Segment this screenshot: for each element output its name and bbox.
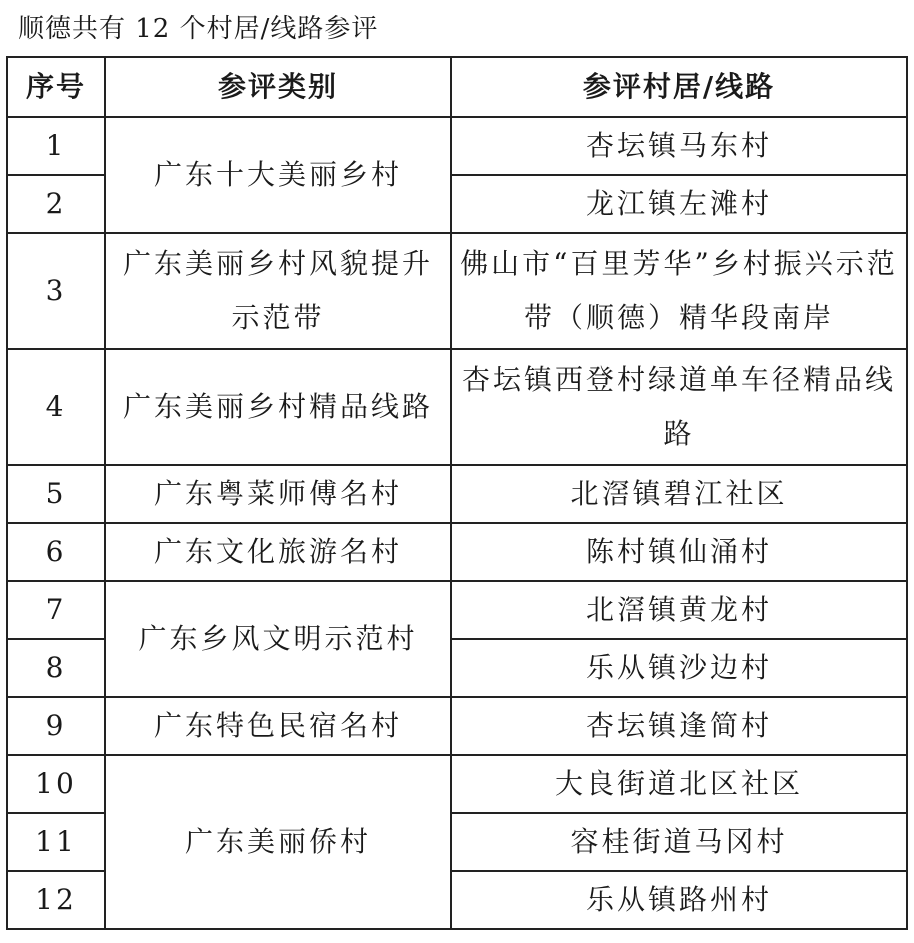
table-header-row	[7, 57, 907, 117]
row-number: 3	[7, 233, 105, 349]
table-row	[7, 233, 907, 349]
row-category: 广东文化旅游名村	[105, 523, 451, 581]
table-row	[7, 755, 907, 813]
table-row	[7, 697, 907, 755]
row-village-name: 容桂街道马冈村	[451, 813, 907, 871]
row-category: 广东乡风文明示范村	[105, 581, 451, 697]
row-category: 广东美丽乡村精品线路	[105, 349, 451, 465]
table-row	[7, 117, 907, 175]
row-number: 4	[7, 349, 105, 465]
row-number: 11	[7, 813, 105, 871]
row-village-name: 杏坛镇马东村	[451, 117, 907, 175]
row-number: 9	[7, 697, 105, 755]
row-village-name: 乐从镇沙边村	[451, 639, 907, 697]
row-number: 6	[7, 523, 105, 581]
row-category: 广东美丽侨村	[105, 755, 451, 929]
table-caption: 顺德共有 12 个村居/线路参评	[18, 14, 379, 44]
table-row	[7, 349, 907, 465]
header-serial-number: 序号	[7, 57, 105, 117]
row-village-name: 龙江镇左滩村	[451, 175, 907, 233]
row-category: 广东粤菜师傅名村	[105, 465, 451, 523]
row-village-name: 杏坛镇西登村绿道单车径精品线路	[451, 349, 907, 465]
row-category: 广东十大美丽乡村	[105, 117, 451, 233]
row-village-name: 杏坛镇逢简村	[451, 697, 907, 755]
row-village-name: 佛山市“百里芳华”乡村振兴示范带（顺德）精华段南岸	[451, 233, 907, 349]
row-number: 7	[7, 581, 105, 639]
header-village-route: 参评村居/线路	[451, 57, 907, 117]
row-number: 1	[7, 117, 105, 175]
row-number: 8	[7, 639, 105, 697]
row-category: 广东美丽乡村风貌提升示范带	[105, 233, 451, 349]
table-row	[7, 465, 907, 523]
row-number: 10	[7, 755, 105, 813]
row-village-name: 北滘镇碧江社区	[451, 465, 907, 523]
row-village-name: 陈村镇仙涌村	[451, 523, 907, 581]
row-category: 广东特色民宿名村	[105, 697, 451, 755]
row-village-name: 北滘镇黄龙村	[451, 581, 907, 639]
row-number: 12	[7, 871, 105, 929]
row-number: 2	[7, 175, 105, 233]
table-row	[7, 523, 907, 581]
header-category: 参评类别	[105, 57, 451, 117]
row-number: 5	[7, 465, 105, 523]
table-row	[7, 581, 907, 639]
participants-table	[6, 56, 908, 930]
row-village-name: 大良街道北区社区	[451, 755, 907, 813]
row-village-name: 乐从镇路州村	[451, 871, 907, 929]
